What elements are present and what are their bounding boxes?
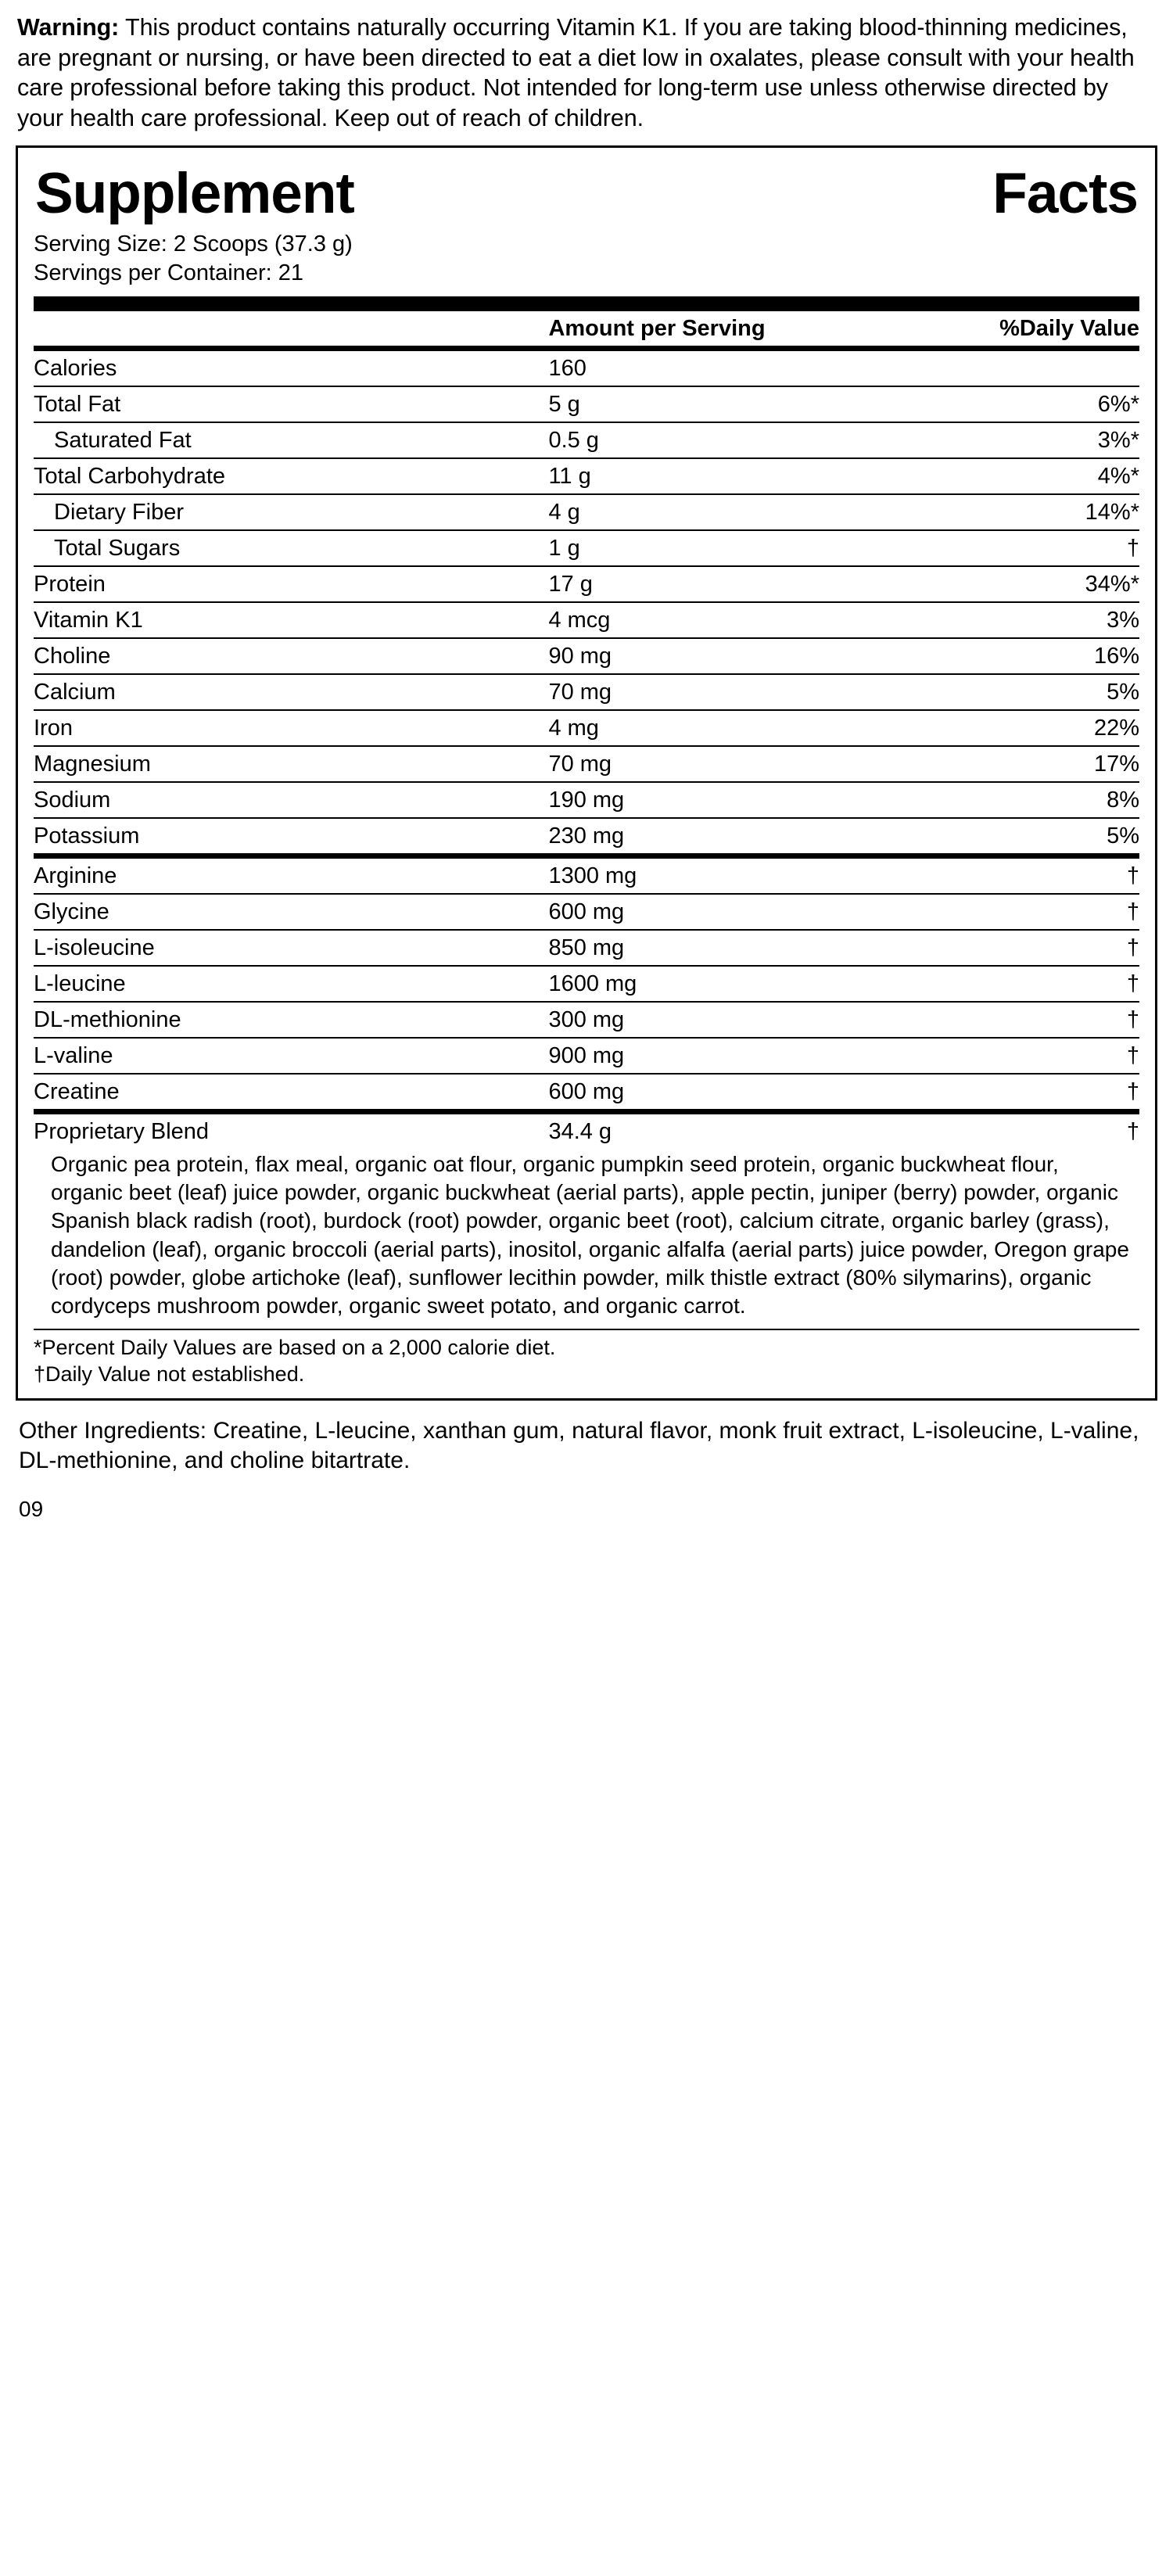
nutrient-name: Vitamin K1 bbox=[34, 602, 542, 638]
header-daily-value: %Daily Value bbox=[999, 315, 1139, 341]
nutrient-name: L-leucine bbox=[34, 966, 542, 1002]
nutrient-name: Calories bbox=[34, 355, 117, 381]
serving-size: Serving Size: 2 Scoops (37.3 g) bbox=[34, 231, 353, 257]
nutrient-name: Iron bbox=[34, 710, 542, 746]
page-code: 09 bbox=[19, 1496, 44, 1521]
nutrient-daily-value: 3%* bbox=[896, 422, 1139, 458]
nutrient-name: Dietary Fiber bbox=[34, 494, 542, 530]
nutrient-amount: 1300 mg bbox=[542, 856, 895, 894]
nutrient-daily-value: † bbox=[896, 530, 1139, 566]
nutrient-name: Sodium bbox=[34, 782, 542, 818]
mid-rule-under-header bbox=[34, 346, 1139, 351]
nutrient-daily-value: 5% bbox=[896, 674, 1139, 710]
nutrient-name: Saturated Fat bbox=[34, 422, 542, 458]
nutrient-daily-value: † bbox=[896, 930, 1139, 966]
nutrient-amount: 230 mg bbox=[542, 818, 895, 856]
footnote-daily-value-not-established: †Daily Value not established. bbox=[34, 1362, 305, 1386]
nutrient-daily-value bbox=[896, 351, 1139, 386]
table-row bbox=[34, 351, 1139, 386]
nutrition-table-body bbox=[34, 311, 1139, 346]
nutrient-daily-value: 5% bbox=[896, 818, 1139, 856]
table-row bbox=[34, 1002, 1139, 1038]
table-row bbox=[34, 530, 1139, 566]
nutrient-name: L-isoleucine bbox=[34, 930, 542, 966]
other-ingredients: Other Ingredients: Creatine, L-leucine, xanthan gum, natural flavor, monk fruit extract, L-isoleucine, L-valine, DL-methionine, and choline bitartrate. bbox=[19, 1418, 1139, 1474]
nutrient-amount: 70 mg bbox=[542, 746, 895, 782]
nutrient-name: Proprietary Blend bbox=[34, 1111, 542, 1149]
nutrient-daily-value: † bbox=[896, 894, 1139, 930]
nutrient-name: Protein bbox=[34, 566, 542, 602]
nutrient-amount: 600 mg bbox=[542, 1074, 895, 1112]
nutrient-daily-value: 8% bbox=[896, 782, 1139, 818]
nutrient-name: Calcium bbox=[34, 674, 542, 710]
nutrient-daily-value: 6%* bbox=[896, 386, 1139, 422]
nutrition-rows-table bbox=[34, 351, 1139, 1149]
table-row bbox=[34, 674, 1139, 710]
nutrient-daily-value: † bbox=[896, 1038, 1139, 1074]
nutrient-amount: 34.4 g bbox=[542, 1111, 895, 1149]
nutrient-daily-value: 34%* bbox=[896, 566, 1139, 602]
nutrient-amount: 11 g bbox=[542, 458, 895, 494]
footnote-percent-daily-value: *Percent Daily Values are based on a 2,000 calorie diet. bbox=[34, 1335, 556, 1359]
nutrient-name: DL-methionine bbox=[34, 1002, 542, 1038]
nutrient-daily-value: † bbox=[896, 966, 1139, 1002]
nutrient-daily-value: 22% bbox=[896, 710, 1139, 746]
nutrient-name: Total Fat bbox=[34, 386, 542, 422]
nutrient-amount: 0.5 g bbox=[542, 422, 895, 458]
nutrient-amount: 1600 mg bbox=[542, 966, 895, 1002]
nutrient-name: Creatine bbox=[34, 1074, 542, 1112]
table-row bbox=[34, 746, 1139, 782]
nutrition-rows-body bbox=[34, 351, 1139, 1149]
nutrient-amount: 190 mg bbox=[542, 782, 895, 818]
table-row bbox=[34, 930, 1139, 966]
nutrient-name: Magnesium bbox=[34, 746, 542, 782]
table-row bbox=[34, 602, 1139, 638]
nutrient-amount: 850 mg bbox=[542, 930, 895, 966]
nutrient-amount: 4 mg bbox=[542, 710, 895, 746]
table-row bbox=[34, 856, 1139, 894]
nutrient-daily-value: † bbox=[896, 856, 1139, 894]
nutrient-amount: 90 mg bbox=[542, 638, 895, 674]
warning-lead: Warning: bbox=[17, 14, 120, 41]
table-row bbox=[34, 966, 1139, 1002]
nutrient-amount: 4 g bbox=[542, 494, 895, 530]
supplement-facts-title bbox=[34, 156, 1139, 230]
header-blank bbox=[34, 311, 542, 346]
table-row bbox=[34, 422, 1139, 458]
table-row bbox=[34, 710, 1139, 746]
nutrient-daily-value: † bbox=[896, 1002, 1139, 1038]
nutrient-amount: 600 mg bbox=[542, 894, 895, 930]
header-amount-per-serving: Amount per Serving bbox=[548, 315, 766, 341]
nutrient-daily-value: 16% bbox=[896, 638, 1139, 674]
supplement-facts-panel bbox=[16, 145, 1157, 1401]
nutrient-amount: 160 bbox=[548, 355, 586, 381]
table-row bbox=[34, 782, 1139, 818]
table-row bbox=[34, 458, 1139, 494]
table-row bbox=[34, 818, 1139, 856]
nutrition-table-header-row bbox=[34, 311, 1139, 346]
proprietary-blend-description: Organic pea protein, flax meal, organic oat flour, organic pumpkin seed protein, organic buckwheat flour, organic beet (leaf) juice powder, organic buckwheat (aerial parts), apple pectin, juniper (berry) powder, organic Spanish black radish (root), burdock (root) powder, organic beet (root), calcium citrate, organic barley (grass), dandelion (leaf), organic broccoli (aerial parts), inositol, organic alfalfa (aerial parts) juice powder, Oregon grape (root) powder, globe artichoke (leaf), sunflower lecithin powder, milk thistle extract (80% silymarins), organic cordyceps mushroom powder, organic sweet potato, and organic carrot. bbox=[51, 1151, 1129, 1318]
nutrition-table bbox=[34, 311, 1139, 346]
table-row bbox=[34, 566, 1139, 602]
table-row bbox=[34, 894, 1139, 930]
nutrient-name: Total Carbohydrate bbox=[34, 458, 542, 494]
nutrient-amount: 17 g bbox=[542, 566, 895, 602]
nutrient-daily-value: 17% bbox=[896, 746, 1139, 782]
table-row bbox=[34, 1111, 1139, 1149]
table-row bbox=[34, 638, 1139, 674]
heavy-rule-top bbox=[34, 296, 1139, 311]
warning-text: This product contains naturally occurring Vitamin K1. If you are taking blood-thinning medicines, are pregnant or nursing, or have been directed to eat a diet low in oxalates, please consult with your health care professional before taking this product. Not intended for long-term use unless otherwise directed by your health care professional. Keep out of reach of children. bbox=[17, 14, 1135, 131]
footnotes bbox=[34, 1330, 1139, 1388]
table-row bbox=[34, 494, 1139, 530]
nutrient-daily-value: 4%* bbox=[896, 458, 1139, 494]
nutrient-amount: 300 mg bbox=[542, 1002, 895, 1038]
table-row bbox=[34, 1038, 1139, 1074]
nutrient-daily-value: 14%* bbox=[896, 494, 1139, 530]
serving-info bbox=[34, 230, 1139, 292]
nutrient-name: Choline bbox=[34, 638, 542, 674]
warning-paragraph bbox=[17, 13, 1156, 133]
table-row bbox=[34, 1074, 1139, 1112]
nutrient-daily-value: † bbox=[896, 1111, 1139, 1149]
supplement-facts-title-left: Supplement bbox=[35, 162, 354, 226]
nutrient-amount: 1 g bbox=[542, 530, 895, 566]
nutrient-amount: 70 mg bbox=[542, 674, 895, 710]
servings-per-container: Servings per Container: 21 bbox=[34, 260, 303, 286]
nutrient-amount: 5 g bbox=[542, 386, 895, 422]
nutrient-amount: 4 mcg bbox=[542, 602, 895, 638]
table-row bbox=[34, 386, 1139, 422]
supplement-facts-title-right: Facts bbox=[992, 162, 1138, 226]
nutrient-name: Arginine bbox=[34, 856, 542, 894]
nutrient-daily-value: 3% bbox=[896, 602, 1139, 638]
nutrient-name: Potassium bbox=[34, 818, 542, 856]
nutrient-name: L-valine bbox=[34, 1038, 542, 1074]
nutrient-amount: 900 mg bbox=[542, 1038, 895, 1074]
nutrient-name: Glycine bbox=[34, 894, 542, 930]
nutrient-daily-value: † bbox=[896, 1074, 1139, 1112]
nutrient-name: Total Sugars bbox=[34, 530, 542, 566]
